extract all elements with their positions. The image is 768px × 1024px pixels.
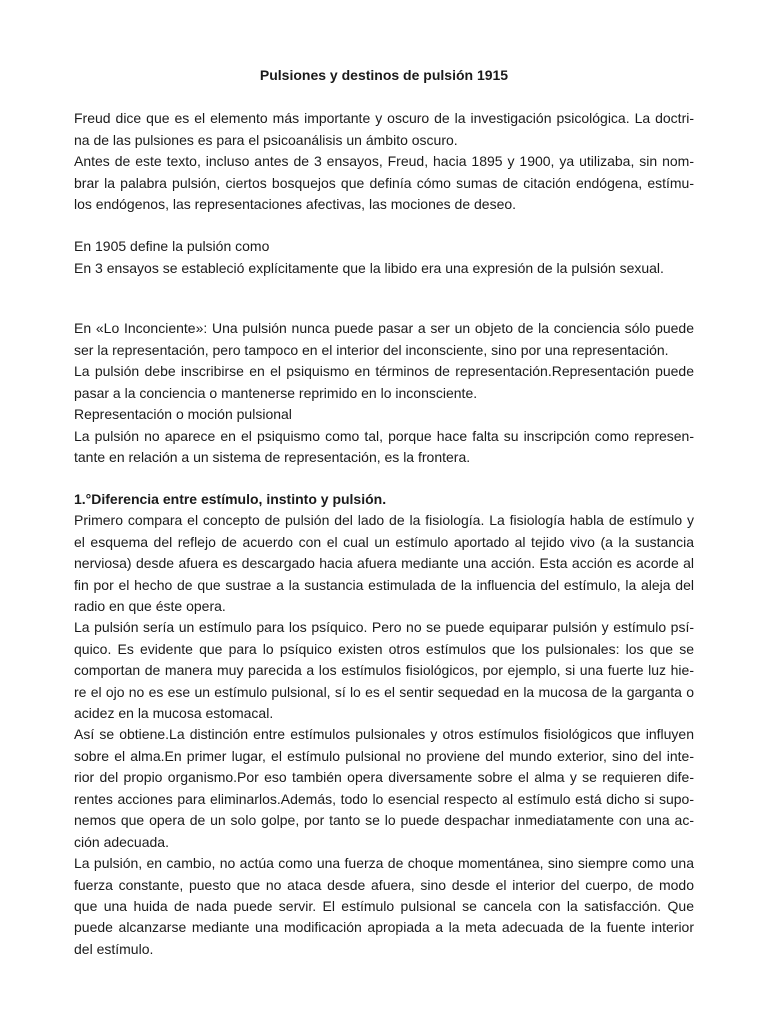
- text-line: La pulsión, en cambio, no actúa como una fuerza de choque momentánea, sino siempre como una: [74, 855, 694, 871]
- text-line: acidez en la mucosa estomacal.: [74, 705, 274, 721]
- text-line: quico. Es evidente que para lo psíquico existen otros estímulos que los pulsionales: los que se: [74, 641, 694, 657]
- text-line: radio en que éste opera.: [74, 598, 226, 614]
- text-line: los endógenos, las representaciones afectivas, las mociones de deseo.: [74, 196, 517, 212]
- text-line: En 1905 define la pulsión como: [74, 238, 270, 254]
- text-line: rentes acciones para eliminarlos.Además, todo lo esencial respecto al estímulo está dicho si supo-: [74, 791, 694, 807]
- text-line: fuerza constante, puesto que no ataca desde afuera, sino desde el interior del cuerpo, de modo: [74, 877, 694, 893]
- document-title: Pulsiones y destinos de pulsión 1915: [259, 67, 509, 83]
- text-line: nemos que opera de un solo golpe, por tanto se lo puede despachar inmediatamente con una ac-: [74, 812, 694, 828]
- text-line: Antes de este texto, incluso antes de 3 ensayos, Freud, hacia 1895 y 1900, ya utilizaba, sin nom-: [74, 153, 694, 169]
- text-line: ción adecuada.: [74, 834, 169, 850]
- text-line: fin por el hecho de que sustrae a la sustancia estimulada de la influencia del estímulo, la aleja del: [74, 577, 694, 593]
- text-line: sobre el alma.En primer lugar, el estímulo pulsional no proviene del mundo exterior, sino del inte-: [74, 748, 694, 764]
- text-line: nerviosa) desde afuera es descargado hacia afuera mediante una acción. Esta acción es acorde al: [74, 555, 694, 571]
- text-line: La pulsión sería un estímulo para los psíquico. Pero no se puede equiparar pulsión y estímulo psí-: [74, 619, 694, 635]
- text-line: En «Lo Inconciente»: Una pulsión nunca puede pasar a ser un objeto de la conciencia sólo puede: [74, 320, 694, 336]
- section-heading: 1.°Diferencia entre estímulo, instinto y pulsión.: [74, 491, 387, 507]
- text-line: La pulsión debe inscribirse en el psiquismo en términos de representación.Representación puede: [74, 363, 694, 379]
- text-line: comportan de manera muy parecida a los estímulos fisiológicos, por ejemplo, si una fuerte luz hie-: [74, 662, 694, 678]
- text-line: re el ojo no es ese un estímulo pulsional, sí lo es el sentir sequedad en la mucosa de la garganta o: [74, 684, 694, 700]
- text-line: pasar a la conciencia o mantenerse reprimido en lo inconsciente.: [74, 385, 478, 401]
- text-line: brar la palabra pulsión, ciertos bosquejos que definía cómo sumas de citación endógena, estímu-: [74, 175, 694, 191]
- text-line: rior del propio organismo.Por eso también opera diversamente sobre el alma y se requieren dife-: [74, 769, 694, 785]
- text-line: tante en relación a un sistema de representación, es la frontera.: [74, 449, 471, 465]
- text-line: que una huida de nada puede servir. El estímulo pulsional se cancela con la satisfacción. Que: [74, 898, 694, 914]
- text-line: La pulsión no aparece en el psiquismo como tal, porque hace falta su inscripción como represen-: [74, 428, 694, 444]
- text-line: Representación o moción pulsional: [74, 406, 292, 422]
- text-line: Freud dice que es el elemento más importante y oscuro de la investigación psicológica. La doctri-: [74, 110, 694, 126]
- text-line: Así se obtiene.La distinción entre estímulos pulsionales y otros estímulos fisiológicos que influyen: [74, 726, 694, 742]
- text-line: na de las pulsiones es para el psicoanálisis un ámbito oscuro.: [74, 132, 458, 148]
- text-line: En 3 ensayos se estableció explícitamente que la libido era una expresión de la pulsión sexual.: [74, 260, 664, 276]
- text-line: ser la representación, pero tampoco en el interior del inconsciente, sino por una representación.: [74, 342, 669, 358]
- text-line: puede alcanzarse mediante una modificación apropiada a la meta adecuada de la fuente interior: [74, 919, 694, 935]
- text-line: el esquema del reflejo de acuerdo con el cual un estímulo aportado al tejido vivo (a la sustancia: [74, 534, 694, 550]
- text-line: del estímulo.: [74, 941, 154, 957]
- text-line: Primero compara el concepto de pulsión del lado de la fisiología. La fisiología habla de estímulo y: [74, 512, 694, 528]
